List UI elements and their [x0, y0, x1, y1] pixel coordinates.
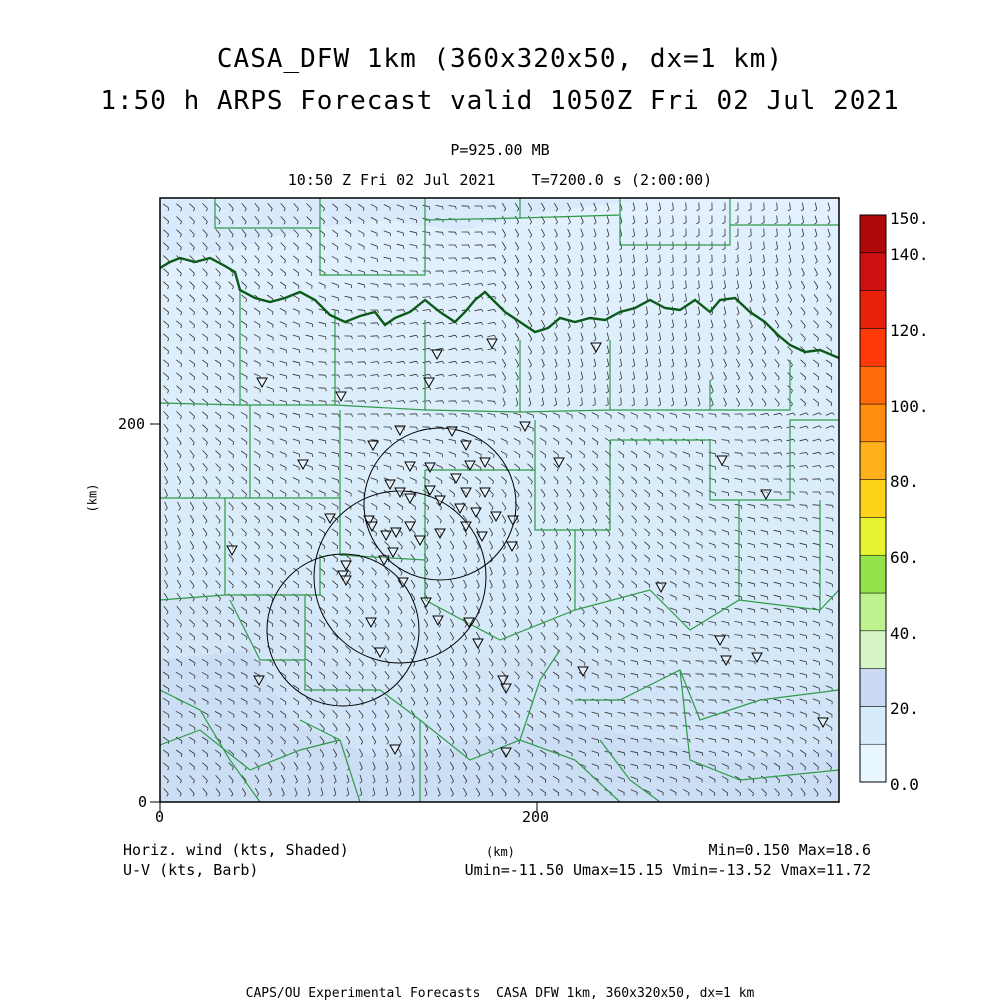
title-line-1: CASA_DFW 1km (360x320x50, dx=1 km)	[216, 44, 784, 74]
colorbar-segment	[860, 442, 886, 480]
colorbar-segment	[860, 593, 886, 631]
colorbar-label-140: 140.	[890, 245, 929, 264]
colorbar-segment	[860, 669, 886, 707]
colorbar-label-0: 0.0	[890, 775, 919, 794]
colorbar-segment	[860, 253, 886, 291]
colorbar-segment	[860, 480, 886, 518]
colorbar-segment	[860, 555, 886, 593]
colorbar	[860, 215, 886, 782]
y-tick-0: 0	[138, 793, 148, 811]
x-tick-0: 0	[155, 808, 165, 826]
y-axis-label: (km)	[85, 483, 100, 513]
credit-line: CAPS/OU Experimental Forecasts CASA DFW 1km, 360x320x50, dx=1 km	[245, 986, 755, 1001]
colorbar-segment	[860, 366, 886, 404]
y-tick-200: 200	[118, 415, 146, 433]
barb-legend: U-V (kts, Barb)	[123, 861, 259, 879]
colorbar-segment	[860, 631, 886, 669]
colorbar-segment	[860, 744, 886, 782]
title-line-2: 1:50 h ARPS Forecast valid 1050Z Fri 02 Jul 2021	[100, 86, 900, 116]
uv-stats: Umin=-11.50 Umax=15.15 Vmin=-13.52 Vmax=11.72	[464, 861, 871, 879]
colorbar-label-40: 40.	[890, 624, 919, 643]
colorbar-segment	[860, 215, 886, 253]
shading-legend: Horiz. wind (kts, Shaded)	[123, 841, 349, 859]
colorbar-label-150: 150.	[890, 209, 929, 228]
colorbar-label-60: 60.	[890, 548, 919, 567]
colorbar-segment	[860, 404, 886, 442]
colorbar-segment	[860, 706, 886, 744]
colorbar-label-20: 20.	[890, 699, 919, 718]
min-max-stats: Min=0.150 Max=18.6	[708, 841, 871, 859]
colorbar-segment	[860, 517, 886, 555]
x-axis-label: (km)	[486, 845, 515, 859]
valid-time: 10:50 Z Fri 02 Jul 2021 T=7200.0 s (2:00:00)	[287, 171, 713, 189]
colorbar-label-120: 120.	[890, 321, 929, 340]
colorbar-segment	[860, 328, 886, 366]
pressure-level: P=925.00 MB	[450, 141, 550, 159]
x-tick-200: 200	[522, 808, 550, 826]
colorbar-label-80: 80.	[890, 472, 919, 491]
colorbar-label-100: 100.	[890, 397, 929, 416]
colorbar-segment	[860, 291, 886, 329]
